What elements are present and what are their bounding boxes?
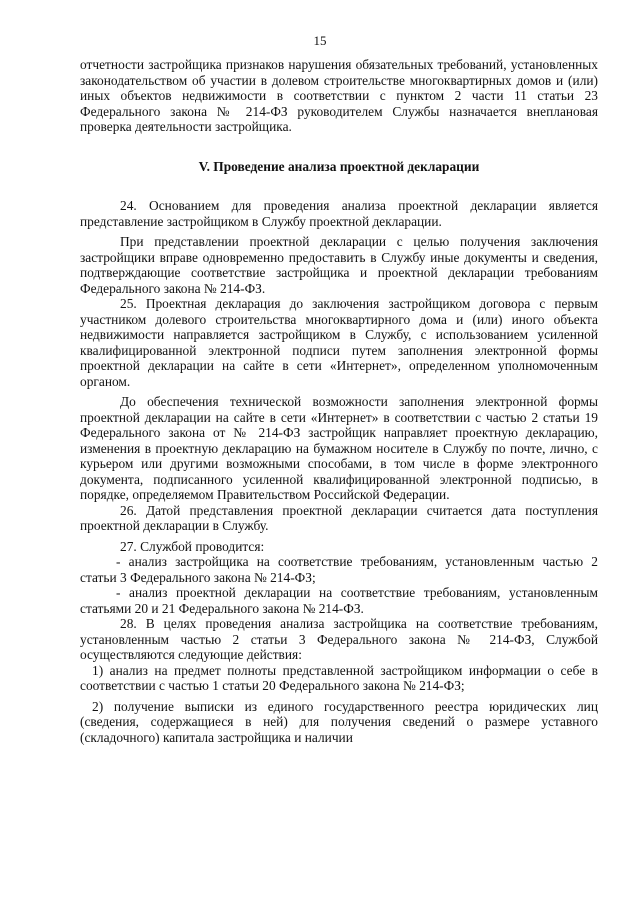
paragraph-27-item-1: - анализ застройщика на соответствие требованиям, установленным частью 2 статьи 3 Федерального закона № 214-ФЗ; <box>80 554 598 585</box>
paragraph-24: 24. Основанием для проведения анализа проектной декларации является представление застройщиком в Службу проектной декларации. <box>80 198 598 229</box>
paragraph-24-second: При представлении проектной декларации с целью получения заключения застройщики вправе одновременно предоставить в Службу иные документы и сведения, подтверждающие соответствие застройщика и проектной декларации требованиям Федерального закона № 214-ФЗ. <box>80 234 598 296</box>
paragraph-continuation: отчетности застройщика признаков нарушения обязательных требований, установленных законодательством об участии в долевом строительстве многоквартирных домов и (или) иных объектов недвижимости в соответствии с пунктом 2 части 11 статьи 23 Федерального закона № 214-ФЗ руководителем Службы назначается внеплановая проверка деятельности застройщика. <box>80 57 598 134</box>
paragraph-28-item-1: 1) анализ на предмет полноты представленной застройщиком информации о себе в соответствии с частью 1 статьи 20 Федерального закона № 214-ФЗ; <box>80 662 598 693</box>
paragraph-26: 26. Датой представления проектной декларации считается дата поступления проектной декларации в Службу. <box>80 502 598 533</box>
paragraph-28: 28. В целях проведения анализа застройщика на соответствие требованиям, установленным частью 2 статьи 3 Федерального закона № 214-ФЗ, Службой осуществляются следующие действия: <box>80 616 598 662</box>
section-heading: V. Проведение анализа проектной декларации <box>198 158 480 174</box>
page-number: 15 <box>313 33 327 48</box>
document-body <box>80 57 598 745</box>
paragraph-27-item-2: - анализ проектной декларации на соответствие требованиям, установленным статьями 20 и 21 Федерального закона № 214-ФЗ. <box>80 585 598 616</box>
paragraph-27: 27. Службой проводится: <box>120 538 265 554</box>
paragraph-28-item-2: 2) получение выписки из единого государственного реестра юридических лиц (сведения, содержащиеся в ней) для получения сведений о размере уставного (складочного) капитала застройщика и наличии <box>80 698 598 745</box>
paragraph-25: 25. Проектная декларация до заключения застройщиком договора с первым участником долевого строительства многоквартирного дома и (или) иного объекта недвижимости направляется застройщиком в Службу, с использованием усиленной квалифицированной электронной подписи путем заполнения электронной формы проектной декларации на сайте в сети «Интернет», определенном уполномоченным органом. <box>80 296 598 389</box>
paragraph-25-second: До обеспечения технической возможности заполнения электронной формы проектной декларации на сайте в сети «Интернет» в соответствии с частью 2 статьи 19 Федерального закона от № 214-ФЗ застройщик направляет проектную декларацию, изменения в проектную декларацию на бумажном носителе в Службу по почте, лично, с курьером или другими возможными способами, в том числе в форме электронного документа, подписанного усиленной квалифицированной электронной подписью, в порядке, определяемом Правительством Российской Федерации. <box>80 394 598 502</box>
